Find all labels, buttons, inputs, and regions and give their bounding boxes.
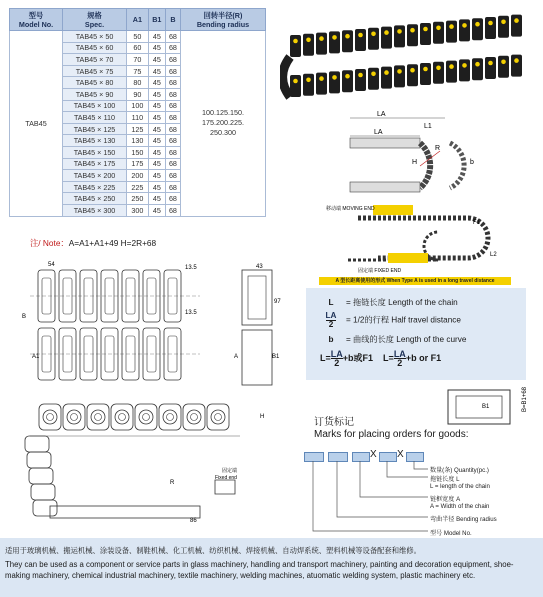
radius-value: 175.200.225.: [202, 118, 244, 128]
dim-43: 43: [256, 264, 263, 270]
header-spec: [63, 9, 127, 31]
formula-mid: +b或F1: [342, 352, 374, 363]
formula-prefix: L=: [320, 352, 331, 363]
legend-l-key: L: [328, 298, 334, 307]
dim-a1: A1: [32, 354, 40, 360]
cell-b1: 45: [148, 65, 165, 77]
legend-row-l: [316, 297, 458, 308]
cell-spec: TAB45 × 150: [63, 146, 127, 158]
label-b: b: [470, 159, 474, 166]
label-l1: L1: [424, 123, 432, 130]
cell-b1: 45: [148, 135, 165, 147]
radius-value: 250.300: [210, 128, 236, 138]
label-f1: F1: [473, 220, 481, 226]
cell-a1: 80: [127, 77, 149, 89]
dim-h: H: [260, 414, 265, 420]
spec-table: [9, 8, 266, 217]
long-travel-diagram: [318, 198, 518, 276]
chain-technical-drawing: [10, 258, 300, 388]
header-radius-cn: 回转半径(R): [203, 10, 243, 20]
cell-spec: TAB45 × 125: [63, 123, 127, 135]
cell-b1: 45: [148, 158, 165, 170]
cell-b: 68: [165, 193, 180, 205]
cell-spec: TAB45 × 100: [63, 100, 127, 112]
cell-a1: 70: [127, 54, 149, 66]
cell-b1: 45: [148, 31, 165, 43]
cell-spec: TAB45 × 75: [63, 65, 127, 77]
note-formula: A=A1+A1+49 H=2R+68: [68, 238, 157, 248]
cell-b: 68: [165, 88, 180, 100]
cell-b: 68: [165, 170, 180, 182]
header-model-cn: 型号: [28, 10, 44, 20]
cell-a1: 50: [127, 31, 149, 43]
header-spec-cn: 规格: [87, 10, 102, 20]
bending-diagram: [340, 106, 510, 196]
label-la: LA: [374, 129, 383, 136]
cross-b1: B1: [482, 404, 490, 410]
cell-spec: TAB45 × 200: [63, 170, 127, 182]
order-title-en: Marks for placing orders for goods:: [314, 429, 469, 440]
label-la-top: LA: [377, 111, 386, 118]
application-en: They can be used as a component or service parts in glass machinery, handling and transport machinery, painting and decoration equipment, shoe-making machinery, chemical industrial machinery, textile machinery, welding machines, atuomatic welding system, plastic machinery etc.: [5, 560, 514, 580]
legend-row-b: [316, 334, 466, 345]
cell-b1: 45: [148, 54, 165, 66]
header-a1: A1: [127, 9, 149, 31]
header-radius: [181, 9, 266, 31]
clamp-label-en: Fixed end: [215, 475, 237, 481]
radius-cell: [181, 31, 266, 217]
cell-spec: TAB45 × 70: [63, 54, 127, 66]
cell-b1: 45: [148, 112, 165, 124]
cell-b: 68: [165, 146, 180, 158]
dim-b: B: [22, 314, 27, 320]
formula2-den: 2: [397, 358, 403, 368]
cell-b: 68: [165, 123, 180, 135]
order-label-width-en: A = Width of the chain: [430, 503, 490, 510]
dim-86: 86: [190, 518, 197, 524]
cell-a1: 110: [127, 112, 149, 124]
cell-b: 68: [165, 100, 180, 112]
cell-spec: TAB45 × 60: [63, 42, 127, 54]
order-leader-lines: [300, 461, 430, 537]
cell-b: 68: [165, 204, 180, 216]
order-label-length-cn: 拖链长度 L: [430, 476, 460, 483]
cell-a1: 100: [127, 100, 149, 112]
dim-b1: B1: [272, 354, 280, 360]
dim-135-b: 13.5: [185, 310, 197, 316]
cell-b1: 45: [148, 193, 165, 205]
cell-a1: 90: [127, 88, 149, 100]
table-row: [10, 31, 266, 43]
table-header: [10, 9, 266, 31]
cell-b1: 45: [148, 204, 165, 216]
cross-section-drawing: [440, 386, 540, 430]
model-cell: TAB45: [10, 31, 63, 217]
order-label-model: 型号 Model No.: [430, 530, 472, 537]
legend-la-num: LA: [325, 311, 337, 320]
cell-a1: 75: [127, 65, 149, 77]
cell-b1: 45: [148, 100, 165, 112]
cell-b: 68: [165, 31, 180, 43]
cell-b: 68: [165, 65, 180, 77]
dim-135: 13.5: [185, 265, 197, 271]
legend-b-text: = 曲线的长度 Length of the curve: [346, 335, 467, 344]
cell-spec: TAB45 × 80: [63, 77, 127, 89]
label-r: R: [435, 145, 441, 152]
length-formula: [320, 350, 441, 367]
cell-spec: TAB45 × 90: [63, 88, 127, 100]
moving-end-label: 移动端 MOVING END: [326, 206, 375, 212]
side-arc-drawing: [10, 398, 265, 533]
header-model-en: Model No.: [18, 19, 54, 29]
label-l2: L2: [490, 252, 497, 258]
cell-b1: 45: [148, 181, 165, 193]
order-label-width-cn: 链框宽度 A: [430, 496, 461, 503]
legend-b-key: b: [328, 335, 334, 344]
legend-la-text: = 1/2的行程 Half travel distance: [346, 315, 461, 325]
cell-b: 68: [165, 181, 180, 193]
cell-spec: TAB45 × 300: [63, 204, 127, 216]
cell-b: 68: [165, 112, 180, 124]
cell-b1: 45: [148, 170, 165, 182]
cell-a1: 200: [127, 170, 149, 182]
cell-spec: TAB45 × 130: [63, 135, 127, 147]
cell-a1: 150: [127, 146, 149, 158]
application-description: [0, 538, 543, 597]
cell-spec: TAB45 × 110: [63, 112, 127, 124]
order-label-quantity: 数量(条) Quantity(pc.): [430, 467, 489, 474]
formula2-num: LA: [393, 349, 406, 359]
order-title-cn: 订货标记: [314, 417, 354, 428]
formula-den: 2: [334, 358, 340, 368]
label-h: H: [412, 159, 418, 166]
note-prefix: 注/ Note：: [30, 238, 69, 248]
dim-54: 54: [48, 262, 55, 268]
application-cn: 适用于玻璃机械、搬运机械、涂装设备、制鞋机械、化工机械、纺织机械、焊接机械、自动焊系统、塑料机械等设备配套和维修。: [5, 546, 421, 555]
cell-a1: 130: [127, 135, 149, 147]
header-b1: B1: [148, 9, 165, 31]
table-body: [10, 31, 266, 217]
clamp-label-cn: 固定端: [222, 468, 238, 474]
cell-spec: TAB45 × 225: [63, 181, 127, 193]
cell-a1: 60: [127, 42, 149, 54]
cell-a1: 225: [127, 181, 149, 193]
cell-b1: 45: [148, 123, 165, 135]
header-spec-en: Spec.: [84, 19, 105, 29]
cell-b: 68: [165, 42, 180, 54]
cell-b: 68: [165, 77, 180, 89]
cell-b1: 45: [148, 77, 165, 89]
cell-b1: 45: [148, 42, 165, 54]
dim-97: 97: [274, 299, 281, 305]
note: [30, 237, 156, 249]
formula2-end: +b or F1: [405, 352, 442, 363]
formula-legend: [306, 288, 526, 380]
order-label-length-en: L = length of the chain: [430, 483, 490, 490]
cell-b: 68: [165, 135, 180, 147]
long-travel-caption: A 型长距离使用的形式 When Type A is used in a long travel distance: [319, 277, 511, 285]
cell-a1: 175: [127, 158, 149, 170]
formula2-prefix: L=: [383, 352, 394, 363]
legend-l-text: = 拖链长度 Length of the chain: [346, 298, 458, 307]
dim-r: R: [170, 480, 175, 486]
cable-chain-photo: [280, 5, 530, 105]
cell-a1: 125: [127, 123, 149, 135]
cell-b1: 45: [148, 88, 165, 100]
cell-spec: TAB45 × 175: [63, 158, 127, 170]
cell-a1: 300: [127, 204, 149, 216]
header-b: B: [165, 9, 180, 31]
radius-value: 100.125.150.: [202, 108, 244, 118]
header-model: [10, 9, 63, 31]
dim-a: A: [234, 354, 239, 360]
cross-b-eq: B=B1+68: [522, 386, 528, 412]
cell-a1: 250: [127, 193, 149, 205]
cell-b: 68: [165, 158, 180, 170]
cell-spec: TAB45 × 250: [63, 193, 127, 205]
formula-num: LA: [330, 349, 343, 359]
code-x1: X: [370, 449, 377, 460]
fixed-end-label: 固定端 FIXED END: [358, 268, 402, 274]
cell-b: 68: [165, 54, 180, 66]
legend-row-la: [316, 312, 461, 329]
cell-spec: TAB45 × 50: [63, 31, 127, 43]
header-radius-en: Bending radius: [196, 19, 250, 29]
code-x2: X: [397, 449, 404, 460]
cell-b1: 45: [148, 146, 165, 158]
legend-la-den: 2: [328, 320, 334, 329]
order-label-radius: 弯曲半径 Bending radius: [430, 516, 497, 523]
